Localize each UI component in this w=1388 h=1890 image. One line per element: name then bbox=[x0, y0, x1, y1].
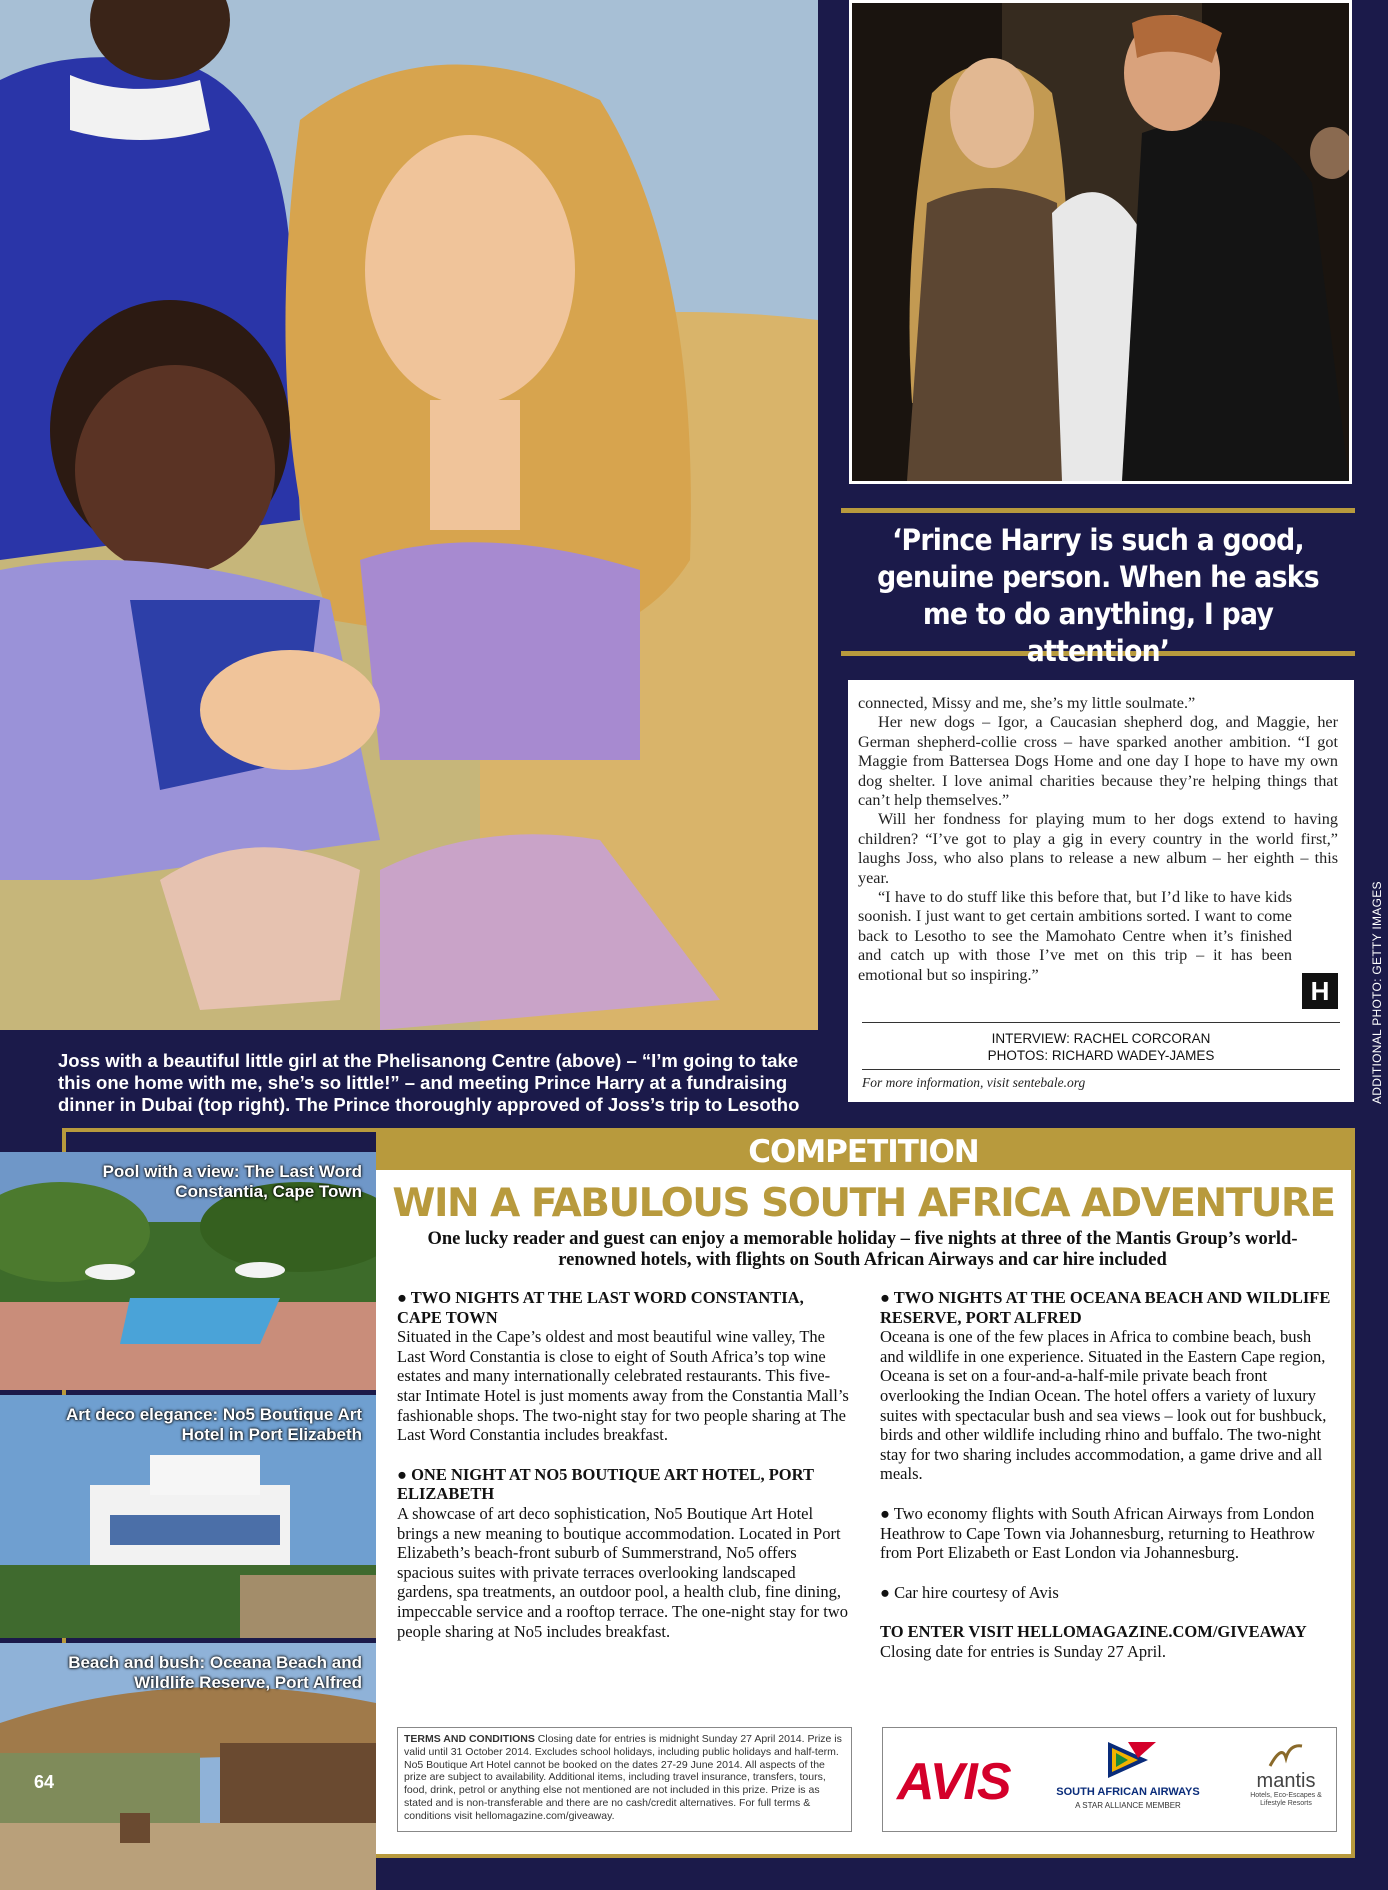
thumbnail-no5-boutique bbox=[0, 1395, 376, 1638]
competition-header: COMPETITION bbox=[376, 1132, 1351, 1170]
additional-photo-credit: ADDITIONAL PHOTO: GETTY IMAGES bbox=[1370, 881, 1384, 1104]
harry-photo-illustration bbox=[852, 3, 1349, 481]
photo-joss-and-prince-harry bbox=[849, 0, 1352, 484]
flights-prize: ● Two economy flights with South African Airways from London Heathrow to Cape Town via Johannesburg, returning to Heathrow from Port Elizabeth or East London via Johannesburg. bbox=[880, 1503, 1315, 1563]
thumbnail-caption: Art deco elegance: No5 Boutique Art Hotel in Port Elizabeth bbox=[66, 1405, 362, 1444]
main-photo-caption: Joss with a beautiful little girl at the Phelisanong Centre (above) – “I’m going to take this one home with me, she’s so little!” – and meeting Prince Harry at a fundraising dinner in Dubai (top right). The Prince thoroughly approved of Joss’s trip to Lesotho bbox=[58, 1050, 800, 1115]
competition-column-left bbox=[397, 1288, 852, 1661]
article-paragraph: “I have to do stuff like this before that, but I’d like to have kids soonish. I just want to get certain ambitions sorted. I want to come back to Lesotho to see the Mamohato Centre when it’s finished and catch up with those I’ve met on this trip – it has been emotional but so inspiring.” bbox=[858, 888, 1292, 984]
sponsor-logos bbox=[882, 1727, 1337, 1832]
competition-column-right bbox=[880, 1288, 1335, 1662]
terms-label: TERMS AND CONDITIONS bbox=[404, 1733, 535, 1745]
saa-logo bbox=[1053, 1740, 1203, 1826]
saa-tagline: A STAR ALLIANCE MEMBER bbox=[1075, 1801, 1181, 1810]
article-body bbox=[858, 694, 1338, 985]
page-number: 64 bbox=[34, 1772, 55, 1792]
article-credits bbox=[862, 1022, 1340, 1070]
competition-subtitle: One lucky reader and guest can enjoy a memorable holiday – five nights at three of the Mantis Group’s world-renowned hotels, with flights on South African Airways and car hire included bbox=[427, 1229, 1298, 1270]
photo-credit: PHOTOS: RICHARD WADEY-JAMES bbox=[987, 1048, 1215, 1063]
prize-description: Oceana is one of the few places in Africa to combine beach, bush and wildlife in one experience. Situated in the Eastern Cape region, Oceana is set on a four-and-a-half-mile private beach front overlooking the Indian Ocean. The hotel offers a variety of luxury suites with spectacular bush and sea views – look out for bushbuck, birds and other wildlife including rhino and buffalo. The two-night stay for two sharing includes accommodation, a game drive and all meals. bbox=[880, 1327, 1327, 1484]
terms-text: Closing date for entries is midnight Sunday 27 April 2014. Prize is valid until 31 October 2014. Excludes school holidays, including public holidays and half-term. No5 Boutique Art Hotel cannot be booked on the dates 27-29 June 2014. All aspects of the prize are subject to availability. Additional items, including travel insurance, transfers, tours, food, drink, petrol or anything else not mentioned are not included in this prize. Prize is as stated and is non-transferable and there are no cash/credit alternatives. For full terms & conditions visit hellomagazine.com/giveaway. bbox=[404, 1733, 842, 1822]
main-photo-illustration bbox=[0, 0, 818, 1030]
thumbnail-caption: Beach and bush: Oceana Beach and Wildlife Reserve, Port Alfred bbox=[68, 1653, 362, 1692]
competition-title: WIN A FABULOUS SOUTH AFRICA ADVENTURE bbox=[392, 1181, 1335, 1226]
saa-flag-icon bbox=[1098, 1740, 1158, 1780]
mantis-tagline: Hotels, Eco-Escapes & Lifestyle Resorts bbox=[1250, 1792, 1322, 1807]
thumbnail-last-word-constantia bbox=[0, 1152, 376, 1390]
interview-credit: INTERVIEW: RACHEL CORCORAN bbox=[991, 1031, 1211, 1046]
mantis-mark-icon bbox=[1266, 1742, 1306, 1770]
terms-and-conditions bbox=[397, 1727, 852, 1832]
mantis-logo bbox=[1243, 1742, 1329, 1808]
more-info-link[interactable]: For more information, visit sentebale.org bbox=[862, 1075, 1086, 1090]
article-paragraph: Her new dogs – Igor, a Caucasian shepherd dog, and Maggie, her German shepherd-collie cross – have sparked another ambition. “I got Maggie from Battersea Dogs Home and one day I hope to have my own dog shelter. I love animal charities because they’re helping things that can’t help themselves.” bbox=[858, 713, 1338, 810]
article-paragraph: Will her fondness for playing mum to her dogs extend to having children? “I’ve got to play a gig in every country in the world first,” laughs Joss, who also plans to release a new album – her eighth – this year. bbox=[858, 810, 1338, 887]
saa-logo-text: SOUTH AFRICAN AIRWAYS bbox=[1056, 1786, 1200, 1798]
mantis-logo-text: mantis bbox=[1256, 1770, 1316, 1792]
pull-quote: ‘Prince Harry is such a good, genuine person. When he asks me to do anything, I pay attention’ bbox=[877, 523, 1319, 668]
main-photo-joss-with-girl bbox=[0, 0, 818, 1030]
enter-instructions[interactable]: TO ENTER VISIT HELLOMAGAZINE.COM/GIVEAWAY bbox=[880, 1622, 1307, 1642]
prize-description: Situated in the Cape’s oldest and most beautiful wine valley, The Last Word Constantia is close to eight of South Africa’s top wine estates and many internationally celebrated restaurants. This five-star Intimate Hotel is just moments away from the Constantia Mall’s fashionable shops. The two-night stay for two people sharing at The Last Word Constantia includes breakfast. bbox=[397, 1327, 849, 1445]
prize-heading: ● ONE NIGHT AT NO5 BOUTIQUE ART HOTEL, PORT ELIZABETH bbox=[397, 1464, 814, 1504]
car-hire-prize: ● Car hire courtesy of Avis bbox=[880, 1582, 1059, 1602]
closing-date: Closing date for entries is Sunday 27 April. bbox=[880, 1641, 1166, 1661]
hello-end-badge: H bbox=[1302, 973, 1338, 1009]
thumbnail-oceana-beach bbox=[0, 1643, 376, 1890]
thumbnail-caption: Pool with a view: The Last Word Constantia, Cape Town bbox=[102, 1162, 362, 1201]
prize-description: A showcase of art deco sophistication, No5 Boutique Art Hotel brings a new meaning to boutique accommodation. Located in Port Elizabeth’s beach-front suburb of Summerstrand, No5 offers spacious suites with private terraces overlooking landscaped gardens, spa treatments, an outdoor pool, a health club, fine dining, impeccable service and a rooftop terrace. The one-night stay for two people sharing at No5 includes breakfast. bbox=[397, 1503, 848, 1641]
avis-logo: AVIS bbox=[897, 1753, 1011, 1811]
article-paragraph: connected, Missy and me, she’s my little soulmate.” bbox=[858, 694, 1196, 712]
prize-heading: ● TWO NIGHTS AT THE LAST WORD CONSTANTIA, CAPE TOWN bbox=[397, 1288, 804, 1327]
prize-heading: ● TWO NIGHTS AT THE OCEANA BEACH AND WILDLIFE RESERVE, PORT ALFRED bbox=[880, 1288, 1331, 1327]
